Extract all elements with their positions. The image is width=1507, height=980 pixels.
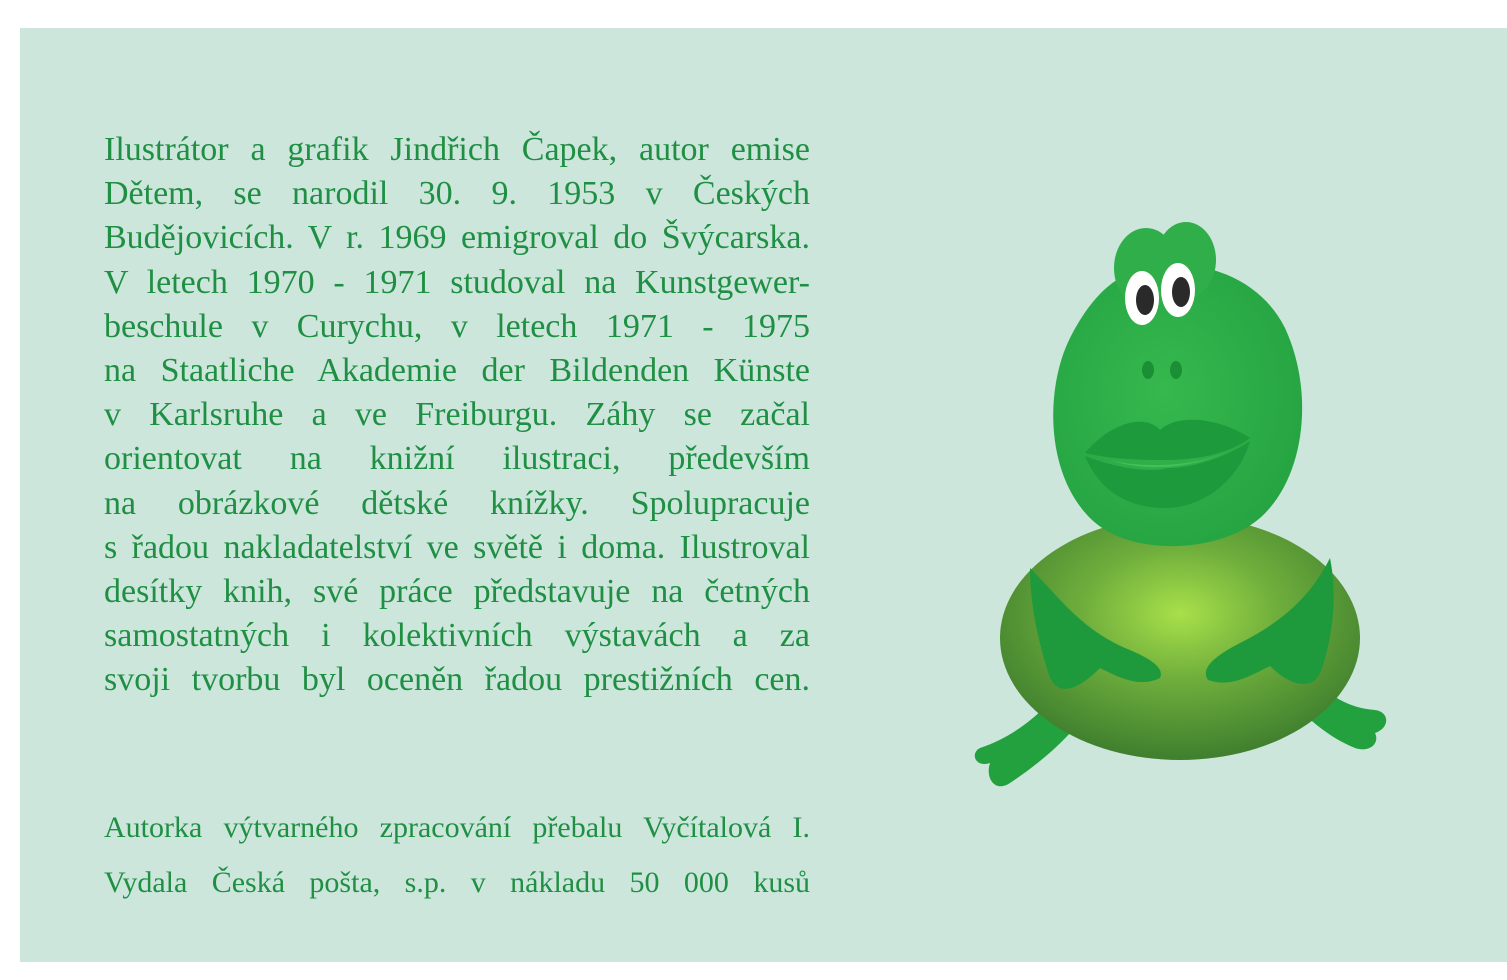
frog-right-pupil <box>1172 277 1190 307</box>
biography-line: svoji tvorbu byl oceněn řadou prestižních cen. <box>104 661 810 699</box>
printing-credit: Vydala Česká pošta, s.p. v nákladu 50 000 kusů <box>104 866 810 899</box>
biography-line: V letech 1970 - 1971 studoval na Kunstgewer- <box>104 263 810 301</box>
publication-credits <box>104 810 810 901</box>
biography-line: orientovat na knižní ilustraci, především <box>104 440 810 478</box>
biography-line: desítky knih, své práce představuje na četných <box>104 573 810 611</box>
biography-line: na obrázkové dětské knížky. Spolupracuje <box>104 484 810 522</box>
frog-left-nostril <box>1142 361 1154 379</box>
frog-left-pupil <box>1136 285 1154 315</box>
biography-line: samostatných i kolektivních výstavách a za <box>104 617 810 655</box>
illustrator-biography <box>104 128 810 703</box>
stamp-booklet-page <box>20 28 1507 962</box>
frog-illustration <box>950 198 1410 818</box>
cover-design-credit: Autorka výtvarného zpracování přebalu Vyčítalová I. <box>104 811 810 844</box>
biography-line: na Staatliche Akademie der Bildenden Künste <box>104 352 810 390</box>
biography-line: Ilustrátor a grafik Jindřich Čapek, autor emise <box>104 131 810 168</box>
biography-line: beschule v Curychu, v letech 1971 - 1975 <box>104 307 810 345</box>
biography-line: s řadou nakladatelství ve světě i doma. Ilustroval <box>104 528 810 566</box>
biography-line: Budějovicích. V r. 1969 emigroval do Švýcarska. <box>104 219 810 257</box>
biography-line: Dětem, se narodil 30. 9. 1953 v Českých <box>104 175 810 213</box>
biography-line: v Karlsruhe a ve Freiburgu. Záhy se začal <box>104 396 810 434</box>
frog-right-nostril <box>1170 361 1182 379</box>
